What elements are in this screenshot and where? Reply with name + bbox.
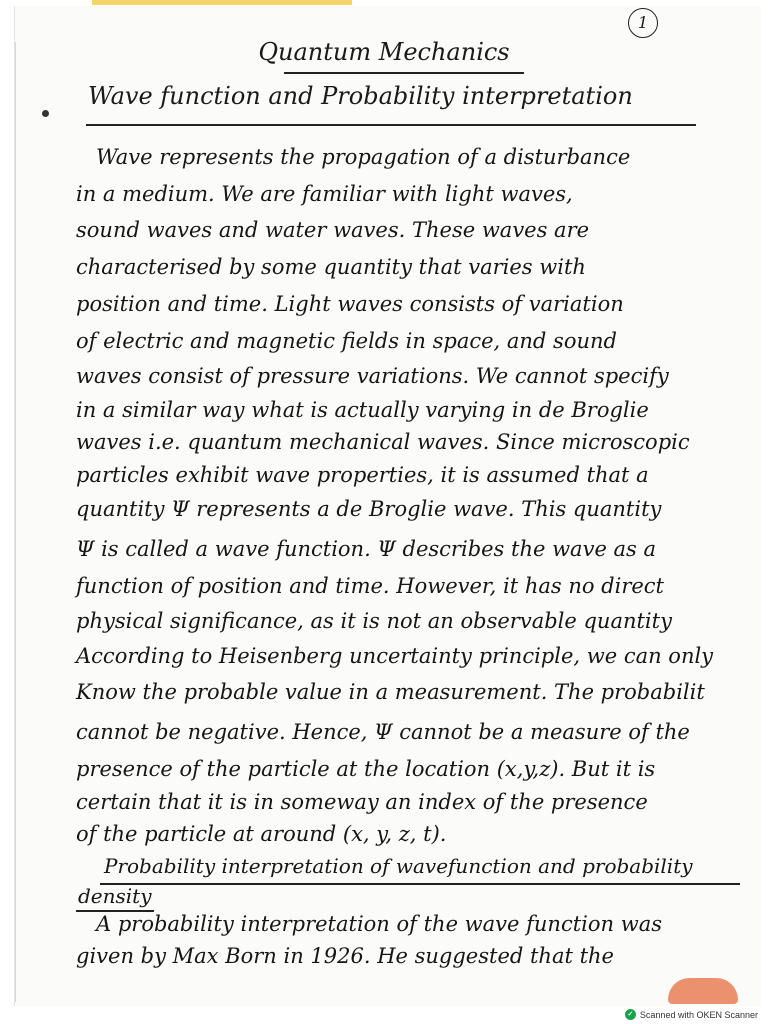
body-line: physical significance, as it is not an observable quantity xyxy=(76,609,672,633)
heading-underline xyxy=(86,124,696,126)
body-line: quantity Ψ represents a de Broglie wave. This quantity xyxy=(76,497,662,521)
body-line: function of position and time. However, it has no direct xyxy=(76,574,664,598)
bullet-dot xyxy=(42,110,49,117)
body-line: of electric and magnetic fields in space, and sound xyxy=(76,329,617,353)
body-line: Ψ is called a wave function. Ψ describes the wave as a xyxy=(76,537,657,561)
title-underline xyxy=(284,72,524,74)
body-line: characterised by some quantity that varies with xyxy=(76,255,586,279)
body-line: waves i.e. quantum mechanical waves. Since microscopic xyxy=(76,430,690,454)
body-line: certain that it is in someway an index of the presence xyxy=(76,790,648,814)
body-line: waves consist of pressure variations. We cannot specify xyxy=(76,364,669,388)
body-line: in a medium. We are familiar with light waves, xyxy=(76,182,573,206)
body-line: According to Heisenberg uncertainty principle, we can only xyxy=(76,644,714,668)
cs-logo-icon: ✓ xyxy=(625,1009,636,1020)
subsection-title: Probability interpretation of wavefunction and probability xyxy=(104,854,693,878)
subsection-title-continued: density xyxy=(78,884,152,908)
page-title: Quantum Mechanics xyxy=(258,38,510,66)
body-line: position and time. Light waves consists of variation xyxy=(76,292,624,316)
body-line: A probability interpretation of the wave function was xyxy=(96,912,662,936)
subsection-underline xyxy=(100,883,740,885)
tape-strip xyxy=(92,0,352,5)
finger-shadow xyxy=(668,978,738,1004)
body-line: sound waves and water waves. These waves are xyxy=(76,218,590,242)
scanner-text: Scanned with OKEN Scanner xyxy=(639,1009,758,1020)
body-line: cannot be negative. Hence, Ψ cannot be a measure of the xyxy=(76,720,690,744)
page-number: 1 xyxy=(628,8,658,38)
margin-rule xyxy=(15,42,16,1002)
body-line: presence of the particle at the location (x,y,z). But it is xyxy=(76,757,656,781)
section-heading: Wave function and Probability interpretation xyxy=(88,82,633,110)
body-line: given by Max Born in 1926. He suggested that the xyxy=(76,944,614,968)
body-line: particles exhibit wave properties, it is assumed that a xyxy=(76,463,649,487)
body-line: in a similar way what is actually varying in de Broglie xyxy=(76,398,649,422)
body-line: Wave represents the propagation of a disturbance xyxy=(96,145,631,169)
body-line: Know the probable value in a measurement. The probabilit xyxy=(76,680,705,704)
scanner-watermark xyxy=(625,1009,758,1020)
body-line: of the particle at around (x, y, z, t). xyxy=(76,822,447,846)
